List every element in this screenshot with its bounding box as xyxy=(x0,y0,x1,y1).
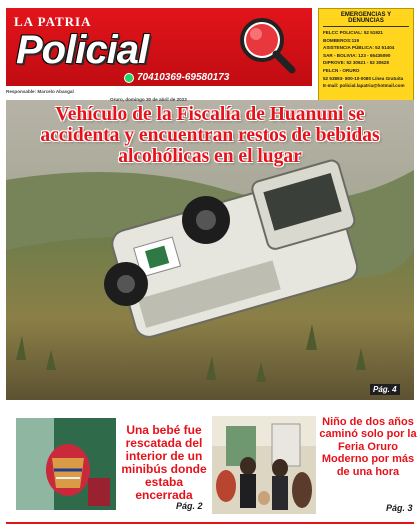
masthead-brand: Policial xyxy=(16,28,149,72)
magnifier-icon xyxy=(234,12,298,76)
overturned-vehicle-illustration xyxy=(6,100,414,400)
story-right-page-ref: Pág. 3 xyxy=(386,503,413,513)
phone-numbers: 70410369-69580173 xyxy=(137,72,230,83)
emergency-line: SAR - BOLIVIA: 123 - 65435090 xyxy=(323,52,391,58)
whatsapp-icon xyxy=(124,73,134,83)
emergency-line: FELCC POLICIAL: 52 51921 xyxy=(323,30,383,35)
phone-line xyxy=(124,72,229,83)
emergency-line: E-mail: policial.lapatria@hotmail.com xyxy=(323,83,405,89)
emergency-title: EMERGENCIAS Y DENUNCIAS xyxy=(323,12,409,27)
lost-child-photo xyxy=(212,416,316,514)
baby-rescue-photo xyxy=(16,418,116,510)
responsable-line: Responsable: Marcelo Abasgal xyxy=(6,89,74,94)
emergency-line: DIPROVE: 52 30621 - 52 30628 xyxy=(323,60,389,66)
story-left-page-ref: Pág. 2 xyxy=(176,501,203,511)
edition-date: Oruro, domingo 30 de abril de 2023 xyxy=(110,97,187,102)
emergency-line: ASISTENCIA PÚBLICA: 52 51404 xyxy=(323,45,395,51)
masthead xyxy=(0,0,420,92)
main-story-page-ref: Pág. 4 xyxy=(370,384,400,395)
emergency-line: BOMBEROS:119 xyxy=(323,37,359,43)
emergency-line: FELCN - ORURO xyxy=(323,67,360,73)
story-left-headline: Una bebé fue rescatada del interior de un minibús donde estaba encerrada xyxy=(121,423,207,502)
main-headline: Vehículo de la Fiscalía de Huanuni se accidenta y encuentran restos de bebidas alcohólicas en el lugar xyxy=(40,104,380,167)
emergency-line: 52 53893- 800-10-0080 Línea Gratuita xyxy=(323,75,404,81)
main-photo xyxy=(6,100,414,400)
story-right-headline: Niño de dos años caminó solo por la Feria Oruro Moderno por más de una hora xyxy=(319,416,417,478)
bottom-rule xyxy=(6,522,414,524)
masthead-pre-title: LA PATRIA xyxy=(14,14,92,29)
